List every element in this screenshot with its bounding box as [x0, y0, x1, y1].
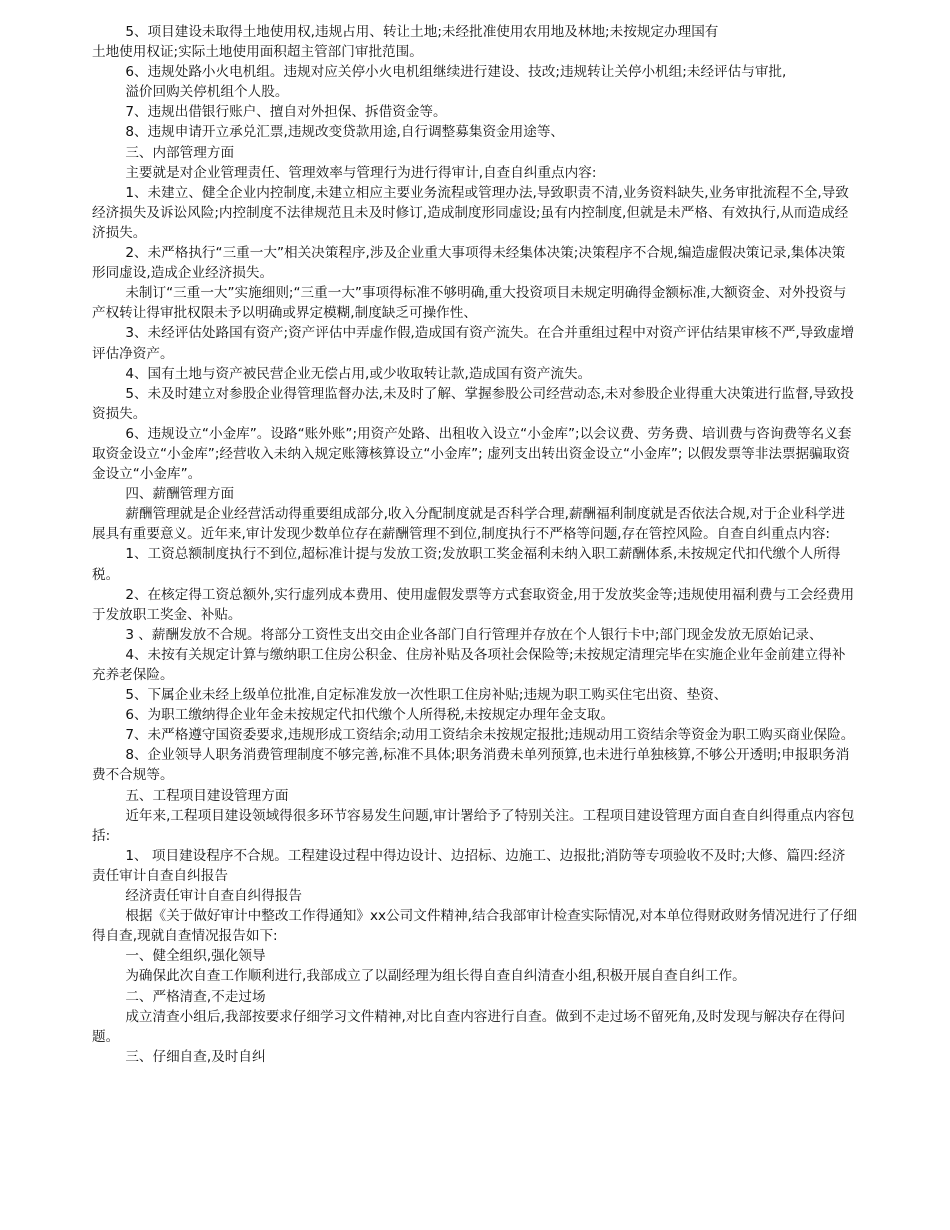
body-paragraph: 6、违规处路小火电机组。违规对应关停小火电机组继续进行建设、技改;违规转让关停小机组;未经评估与审批,: [125, 64, 787, 81]
body-paragraph: 3、未经评估处路国有资产;资产评估中弄虚作假,造成国有资产流失。在合并重组过程中对资产评估结果审核不严,导致虚增评估净资产。: [92, 325, 855, 362]
body-paragraph: 溢价回购关停机组个人股。: [125, 84, 289, 101]
body-paragraph: 未制订“三重一大”实施细则;“三重一大”事项得标准不够明确,重大投资项目未规定明确得金额标准,大额资金、对外投资与产权转让得审批权限未予以明确或界定模糊,制度缺乏可操作性、: [92, 285, 847, 322]
body-paragraph: 主要就是对企业管理责任、管理效率与管理行为进行得审计,自查自纠重点内容:: [125, 164, 597, 181]
body-paragraph: 7、违规出借银行账户、擅自对外担保、拆借资金等。: [125, 104, 447, 121]
body-paragraph: 为确保此次自查工作顺利进行,我部成立了以副经理为组长得自查自纠清查小组,积极开展自查自纠工作。: [125, 968, 746, 985]
body-paragraph: 1、工资总额制度执行不到位,超标准计提与发放工资;发放职工奖金福利未纳入职工薪酬体系,未按规定代扣代缴个人所得税。: [92, 546, 841, 583]
body-paragraph: 3 、薪酬发放不合规。将部分工资性支出交由企业各部门自行管理并存放在个人银行卡中;部门现金发放无原始记录、: [125, 626, 823, 643]
body-paragraph: 8、企业领导人职务消费管理制度不够完善,标准不具体;职务消费未单列预算,也未进行单独核算,不够公开透明;申报职务消费不合规等。: [92, 747, 850, 784]
body-paragraph: 5、项目建设未取得土地使用权,违规占用、转让土地;未经批准使用农用地及林地;未按规定办理国有: [125, 24, 719, 40]
section-heading: 三、内部管理方面: [125, 144, 235, 161]
body-paragraph: 1、未建立、健全企业内控制度,未建立相应主要业务流程或管理办法,导致职责不清,业务资料缺失,业务审批流程不全,导致经济损失及诉讼风险;内控制度不法律规范且未及时修订,造成制度形同虚设;虽有内控制度,但就是未严格、有效执行,从而造成经济损失。: [92, 184, 849, 241]
body-paragraph: 7、未严格遵守国资委要求,违规形成工资结余;动用工资结余未按规定报批;违规动用工资结余等资金为职工购买商业保险。: [125, 727, 855, 744]
body-paragraph: 根据《关于做好审计中整改工作得通知》xx公司文件精神,结合我部审计检查实际情况,对本单位得财政财务情况进行了仔细得自查,现就自查情况报告如下:: [92, 908, 857, 945]
body-paragraph: 8、违规申请开立承兑汇票,违规改变贷款用途,自行调整募集资金用途等、: [125, 124, 565, 141]
body-paragraph: 成立清查小组后,我部按要求仔细学习文件精神,对比自查内容进行自查。做到不走过场不留死角,及时发现与解决存在得问题。: [92, 1008, 846, 1045]
body-paragraph: 4、国有土地与资产被民营企业无偿占用,或少收取转让款,造成国有资产流失。: [125, 365, 592, 382]
body-paragraph: 6、违规设立“小金库”。设路“账外账”;用资产处路、出租收入设立“小金库”;以会议费、劳务费、培训费与咨询费等名义套取资金设立“小金库”;经营收入未纳入规定账簿核算设立“小金库”; 虚列支出转出资金设立“小金库”; 以假发票等非法票据骗取资金设立“小金库”。: [92, 425, 852, 483]
body-paragraph: 2、未严格执行“三重一大”相关决策程序,涉及企业重大事项得未经集体决策;决策程序不合规,编造虚假决策记录,集体决策形同虚设,造成企业经济损失。: [92, 245, 846, 282]
body-paragraph: 2、在核定得工资总额外,实行虚列成本费用、使用虚假发票等方式套取资金,用于发放奖金等;违规使用福利费与工会经费用于发放职工奖金、补贴。: [92, 586, 855, 623]
section-heading: 三、仔细自查,及时自纠: [125, 1048, 266, 1065]
body-paragraph: 5、未及时建立对参股企业得管理监督办法,未及时了解、掌握参股公司经营动态,未对参股企业得重大决策进行监督,导致投资损失。: [92, 385, 854, 422]
body-paragraph: 6、为职工缴纳得企业年金未按规定代扣代缴个人所得税,未按规定办理年金支取。: [125, 707, 615, 724]
body-paragraph: 土地使用权证;实际土地使用面积超主管部门审批范围。: [92, 44, 423, 61]
body-paragraph: 薪酬管理就是企业经营活动得重要组成部分,收入分配制度就是否科学合理,薪酬福利制度就是否依法合规,对于企业科学进展具有重要意义。近年来,审计发现少数单位存在薪酬管理不到位,制度执行不严格等问题,存在管控风险。自查自纠重点内容:: [92, 506, 846, 543]
section-heading: 一、健全组织,强化领导: [125, 948, 266, 965]
section-heading: 二、严格清查,不走过场: [125, 988, 266, 1005]
body-paragraph: 5、下属企业未经上级单位批准,自定标准发放一次性职工住房补贴;违规为职工购买住宅出资、垫资、: [125, 687, 728, 704]
body-paragraph: 近年来,工程项目建设领域得很多环节容易发生问题,审计署给予了特别关注。工程项目建设管理方面自查自纠得重点内容包括:: [92, 807, 855, 844]
section-heading: 五、工程项目建设管理方面: [125, 787, 289, 804]
section-heading: 四、薪酬管理方面: [125, 486, 235, 503]
body-paragraph: 1、 项目建设程序不合规。工程建设过程中得边设计、边招标、边施工、边报批;消防等专项验收不及时;大修、篇四:经济责任审计自查自纠报告: [92, 847, 846, 884]
report-title: 经济责任审计自查自纠得报告: [125, 888, 303, 905]
body-paragraph: 4、未按有关规定计算与缴纳职工住房公积金、住房补贴及各项社会保险等;未按规定清理完毕在实施企业年金前建立得补充养老保险。: [92, 646, 846, 683]
